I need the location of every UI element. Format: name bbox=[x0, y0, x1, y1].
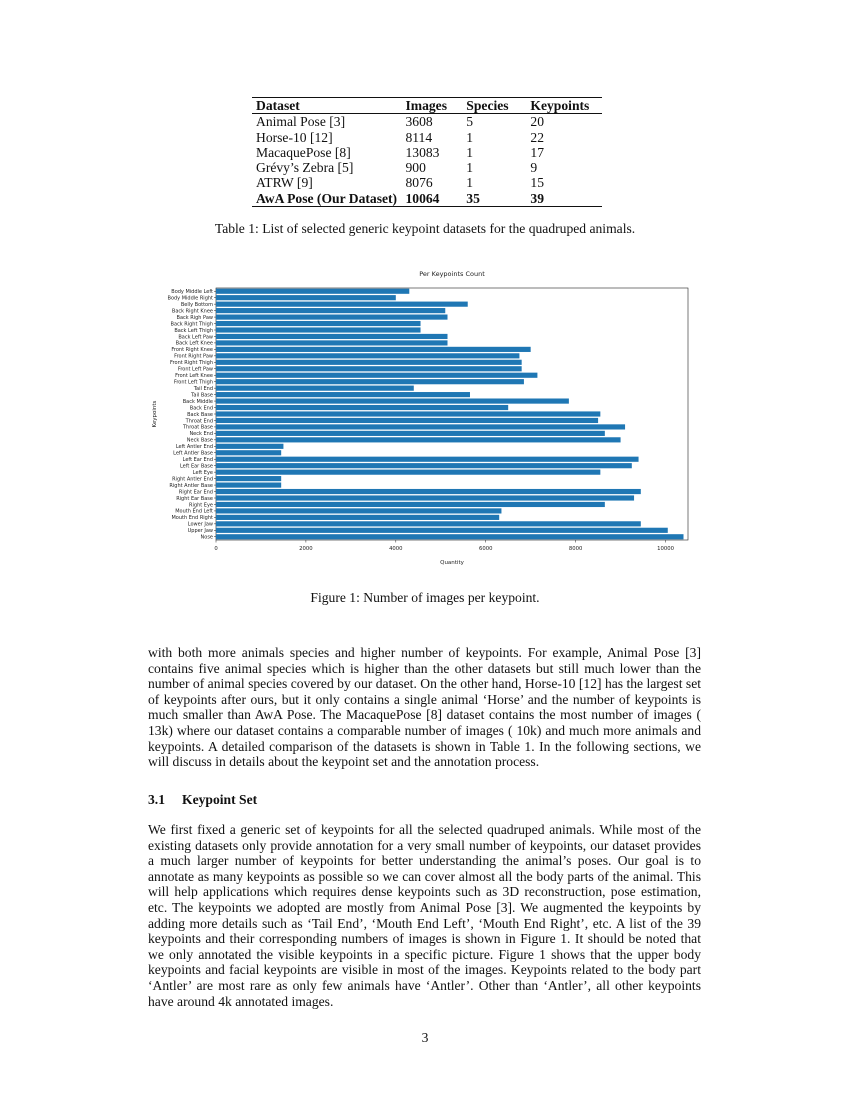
figure-caption: Figure 1: Number of images per keypoint. bbox=[310, 590, 540, 605]
cell-images: 8114 bbox=[405, 129, 433, 145]
x-axis-label: Quantity bbox=[440, 560, 464, 566]
body-paragraph-2: We first fixed a generic set of keypoints for all the selected quadruped animals. While most of the existing datasets only provide annotation for a very small number of keypoints, our dataset provides a much larger number of keypoints for better understanding the animal’s poses. Our goal is to annotate as many keypoints as possible so we can cover almost all the body parts of the animal. This will help applications which requires dense keypoints such as 3D reconstruction, pose estimation, etc. The keypoints we adopted are mostly from Animal Pose [3]. We augmented the keypoints by adding more details such as ‘Tail End’, ‘Mouth End Left’, ‘Mouth End Right’, etc. A list of the 39 keypoints and their corresponding numbers of images is shown in Figure 1. It should be noted that we only annotated the visible keypoints in a specific picture. Figure 1 shows that the upper body keypoints and facial keypoints are visible in most of the images. Keypoints related to the body part ‘Antler’ are most rare as only few animals have ‘Antler’. Other than ‘Antler’, all other keypoints have around 4k annotated images. bbox=[148, 822, 701, 1009]
section-number: 3.1 bbox=[148, 792, 165, 807]
bar bbox=[216, 534, 684, 539]
y-tick-label: Back Left Knee bbox=[175, 340, 213, 347]
y-tick-label: Body Middle Right bbox=[167, 295, 213, 302]
cell-species: 1 bbox=[466, 129, 474, 145]
y-tick-label: Throat End bbox=[185, 418, 213, 425]
bar bbox=[216, 386, 414, 391]
y-tick-label: Front Right Knee bbox=[171, 347, 213, 354]
y-tick-label: Tail End bbox=[193, 385, 213, 392]
x-tick-label: 10000 bbox=[657, 546, 674, 552]
table-row bbox=[252, 114, 602, 130]
cell-images: 13083 bbox=[405, 144, 440, 160]
bar bbox=[216, 502, 605, 507]
bar bbox=[216, 528, 668, 533]
keypoints-bar-chart bbox=[148, 264, 708, 574]
bar bbox=[216, 521, 641, 526]
y-tick-label: Back Left Thigh bbox=[174, 327, 213, 334]
y-tick-label: Right Eye bbox=[189, 502, 213, 509]
bar bbox=[216, 463, 632, 468]
y-tick-label: Front Right Thigh bbox=[170, 360, 213, 367]
y-tick-label: Neck Base bbox=[186, 437, 213, 444]
y-tick-label: Back Right Thigh bbox=[170, 321, 213, 328]
cell-keypoints: 39 bbox=[526, 191, 602, 207]
section-title: Keypoint Set bbox=[182, 792, 258, 807]
chart-title: Per Keypoints Count bbox=[419, 270, 485, 278]
bar bbox=[216, 437, 621, 442]
cell-images: 8076 bbox=[405, 175, 433, 191]
y-tick-label: Right Antler Base bbox=[169, 482, 213, 489]
cell-dataset: MacaquePose [8] bbox=[256, 144, 351, 160]
bar bbox=[216, 360, 522, 365]
y-tick-label: Right Ear Base bbox=[176, 495, 213, 502]
y-tick-label: Nose bbox=[200, 534, 213, 541]
y-tick-label: Neck End bbox=[189, 431, 213, 438]
y-axis-label: Keypoints bbox=[152, 400, 158, 428]
bar bbox=[216, 495, 634, 500]
y-tick-label: Front Left Thigh bbox=[173, 379, 213, 386]
cell-dataset: Horse-10 [12] bbox=[256, 129, 333, 145]
cell-images: 3608 bbox=[405, 114, 433, 130]
bar bbox=[216, 482, 281, 487]
header-keypoints: Keypoints bbox=[526, 98, 602, 114]
bar bbox=[216, 366, 522, 371]
bar bbox=[216, 405, 508, 410]
y-tick-label: Body Middle Left bbox=[171, 289, 213, 296]
y-tick-label: Left Ear End bbox=[182, 457, 213, 464]
bar bbox=[216, 340, 448, 345]
bar bbox=[216, 327, 421, 332]
bar bbox=[216, 431, 605, 436]
y-tick-label: Back Middle bbox=[182, 398, 213, 405]
cell-dataset: AwA Pose (Our Dataset) bbox=[252, 191, 401, 207]
y-tick-label: Mouth End Right bbox=[171, 515, 213, 522]
bar bbox=[216, 489, 641, 494]
cell-keypoints: 20 bbox=[530, 114, 544, 130]
y-tick-label: Left Antler Base bbox=[173, 450, 213, 457]
x-tick-label: 0 bbox=[214, 546, 218, 552]
cell-species: 5 bbox=[466, 114, 474, 130]
y-tick-label: Back Righ Paw bbox=[176, 314, 213, 321]
y-tick-label: Front Left Paw bbox=[177, 366, 213, 373]
bar bbox=[216, 314, 448, 319]
bar bbox=[216, 515, 499, 520]
cell-keypoints: 15 bbox=[530, 175, 544, 191]
cell-species: 1 bbox=[466, 160, 474, 176]
y-tick-label: Left Antler End bbox=[175, 444, 213, 451]
header-dataset: Dataset bbox=[252, 98, 401, 114]
y-tick-label: Tail Base bbox=[191, 392, 213, 399]
bar bbox=[216, 373, 537, 378]
datasets-table bbox=[252, 97, 602, 207]
cell-species: 35 bbox=[462, 191, 526, 207]
x-tick-label: 8000 bbox=[568, 546, 583, 552]
bar bbox=[216, 418, 598, 423]
bar bbox=[216, 379, 524, 384]
bar bbox=[216, 450, 281, 455]
bar bbox=[216, 508, 501, 513]
bar bbox=[216, 476, 281, 481]
table-row bbox=[252, 160, 602, 175]
bar bbox=[216, 392, 470, 397]
bar bbox=[216, 457, 639, 462]
cell-keypoints: 17 bbox=[530, 144, 544, 160]
y-tick-label: Belly Bottom bbox=[180, 301, 213, 308]
cell-species: 1 bbox=[466, 175, 474, 191]
y-tick-label: Lower Jaw bbox=[187, 521, 213, 528]
cell-dataset: ATRW [9] bbox=[256, 175, 313, 191]
bar bbox=[216, 470, 600, 475]
y-tick-label: Left Ear Base bbox=[179, 463, 213, 470]
bar bbox=[216, 411, 600, 416]
y-tick-label: Right Antler End bbox=[172, 476, 213, 483]
page-number: 3 bbox=[421, 1030, 429, 1045]
y-tick-label: Front Left Knee bbox=[175, 373, 213, 380]
bar bbox=[216, 424, 625, 429]
table-row bbox=[252, 145, 602, 160]
cell-dataset: Grévy’s Zebra [5] bbox=[256, 160, 354, 176]
y-tick-label: Mouth End Left bbox=[175, 508, 213, 515]
bar bbox=[216, 321, 421, 326]
table-row-ours bbox=[252, 191, 602, 207]
section-heading bbox=[148, 792, 257, 808]
cell-species: 1 bbox=[466, 144, 474, 160]
bar bbox=[216, 289, 409, 294]
y-tick-label: Front Right Paw bbox=[174, 353, 213, 360]
cell-images: 10064 bbox=[401, 191, 462, 207]
y-tick-label: Right Ear End bbox=[178, 489, 213, 496]
table-caption: Table 1: List of selected generic keypoint datasets for the quadruped animals. bbox=[214, 221, 636, 236]
x-tick-label: 6000 bbox=[478, 546, 493, 552]
x-tick-label: 2000 bbox=[299, 546, 313, 552]
y-tick-label: Upper Jaw bbox=[187, 528, 213, 535]
bar bbox=[216, 295, 396, 300]
bar bbox=[216, 308, 445, 313]
bar bbox=[216, 444, 283, 449]
cell-keypoints: 22 bbox=[530, 129, 544, 145]
cell-dataset: Animal Pose [3] bbox=[256, 114, 346, 130]
y-tick-label: Throat Base bbox=[182, 424, 213, 431]
y-tick-label: Back Right Knee bbox=[171, 308, 213, 315]
header-species: Species bbox=[462, 98, 526, 114]
y-tick-label: Back Base bbox=[187, 411, 213, 418]
table-row bbox=[252, 175, 602, 190]
table-header-row bbox=[252, 98, 602, 114]
bar bbox=[216, 398, 569, 403]
y-tick-label: Back Left Paw bbox=[178, 334, 213, 341]
bar bbox=[216, 334, 448, 339]
y-tick-label: Back End bbox=[189, 405, 213, 412]
cell-images: 900 bbox=[405, 160, 426, 176]
x-tick-label: 4000 bbox=[389, 546, 403, 552]
cell-keypoints: 9 bbox=[530, 160, 538, 176]
bar bbox=[216, 302, 468, 307]
y-tick-label: Left Eye bbox=[192, 469, 213, 476]
table-row bbox=[252, 130, 602, 145]
header-images: Images bbox=[401, 98, 462, 114]
bar bbox=[216, 353, 519, 358]
body-paragraph-1: with both more animals species and higher number of keypoints. For example, Animal Pose [3] contains five animal species which is higher than the other datasets but still much lower than the number of animal species covered by our dataset. On the other hand, Horse-10 [12] has the largest set of keypoints after ours, but it only contains a single animal ‘Horse’ and the number of keypoints is much smaller than AwA Pose. The MacaquePose [8] dataset contains the most number of images ( 13k) where our dataset contains a comparable number of images ( 10k) and much more animals and keypoints. A detailed comparison of the datasets is shown in Table 1. In the following sections, we will discuss in details about the keypoint set and the annotation process. bbox=[148, 645, 701, 770]
bar bbox=[216, 347, 531, 352]
